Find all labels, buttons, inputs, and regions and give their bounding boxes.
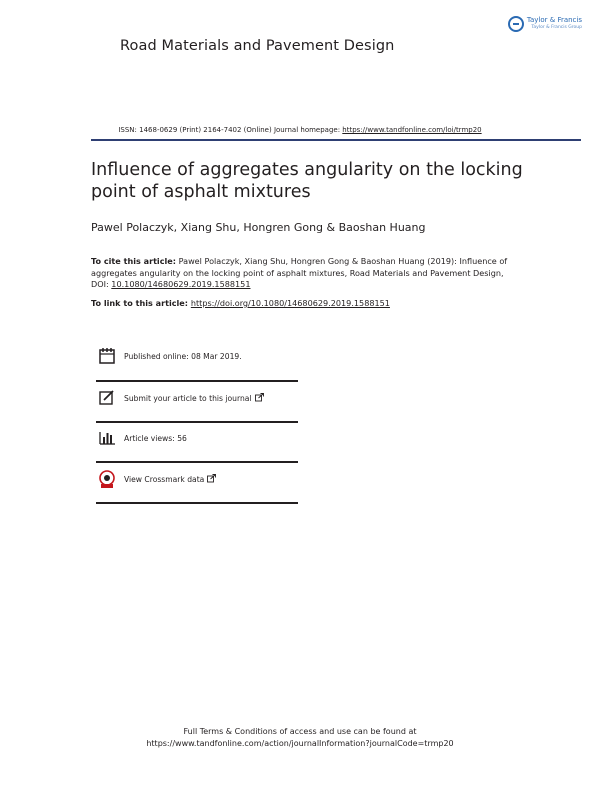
- submit-article-link[interactable]: Submit your article to this journal: [124, 393, 252, 403]
- submit-article-row[interactable]: [96, 388, 298, 408]
- crossmark-link[interactable]: View Crossmark data: [124, 474, 205, 484]
- bar-chart-icon: [96, 428, 118, 448]
- publisher-logo-name: Taylor & Francis: [526, 16, 582, 24]
- edit-icon: [96, 388, 118, 408]
- crossmark-icon: [96, 469, 118, 489]
- issn-line: [0, 126, 600, 134]
- article-link-url[interactable]: https://doi.org/10.1080/14680629.2019.1588151: [190, 298, 390, 308]
- doi-link[interactable]: 10.1080/14680629.2019.1588151: [111, 279, 251, 289]
- separator: [96, 421, 298, 423]
- footer: [0, 726, 600, 749]
- article-views-text: Article views: 56: [124, 433, 187, 443]
- citation-label: To cite this article:: [91, 256, 177, 266]
- publisher-logo[interactable]: [508, 16, 582, 32]
- citation-block: [91, 256, 521, 291]
- external-link-icon: [207, 474, 216, 485]
- article-title: Influence of aggregates angularity on the locking point of asphalt mixtures: [91, 160, 523, 202]
- publisher-logo-group: Taylor & Francis Group: [531, 25, 582, 30]
- journal-homepage-link[interactable]: https://www.tandfonline.com/loi/trmp20: [342, 126, 482, 134]
- separator: [96, 502, 298, 504]
- article-link-label: To link to this article:: [91, 298, 191, 308]
- footer-terms-text: Full Terms & Conditions of access and use can be found at: [183, 727, 417, 736]
- calendar-icon: [96, 346, 118, 366]
- article-authors: Pawel Polaczyk, Xiang Shu, Hongren Gong & Baoshan Huang: [91, 221, 426, 234]
- publisher-logo-icon: [508, 16, 524, 32]
- separator: [96, 380, 298, 382]
- crossmark-row[interactable]: [96, 469, 298, 489]
- separator: [96, 461, 298, 463]
- journal-title: Road Materials and Pavement Design: [120, 38, 395, 54]
- issn-text: ISSN: 1468-0629 (Print) 2164-7402 (Online) Journal homepage:: [118, 126, 343, 134]
- article-link-line: [91, 298, 390, 308]
- published-online-text: Published online: 08 Mar 2019.: [124, 351, 242, 361]
- header-rule: [91, 139, 581, 141]
- external-link-icon: [255, 393, 264, 404]
- footer-terms-link[interactable]: https://www.tandfonline.com/action/journalInformation?journalCode=trmp20: [146, 738, 454, 748]
- citation-text: Pawel Polaczyk, Xiang Shu, Hongren Gong & Baoshan Huang (2019): Influence of aggregates angularity on the locking point of asphalt mixtures, Road Materials and Pavement Design, DOI:: [91, 256, 508, 289]
- article-views-row: [96, 428, 298, 448]
- published-online-row: [96, 346, 298, 366]
